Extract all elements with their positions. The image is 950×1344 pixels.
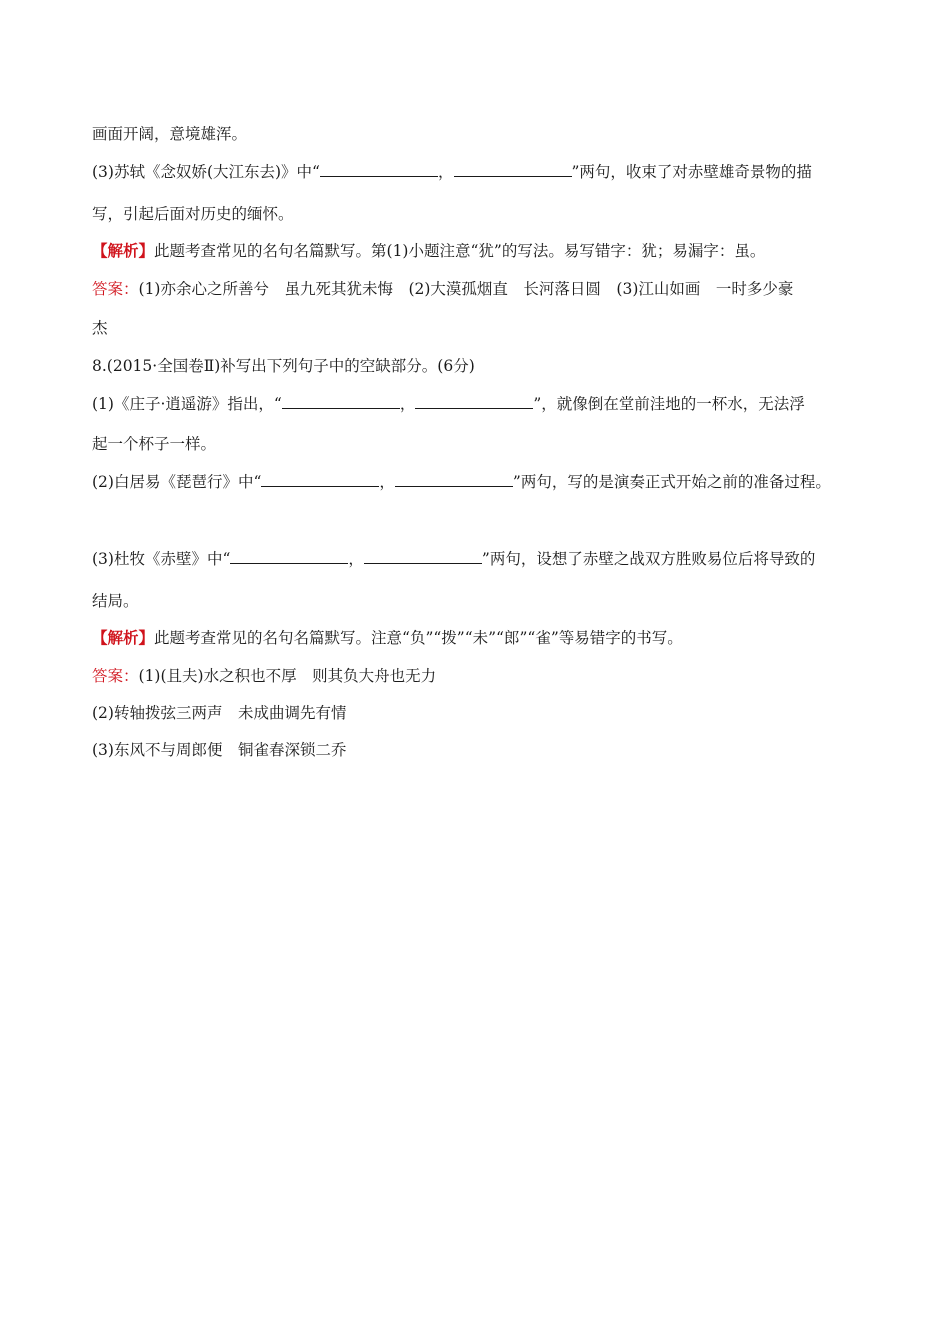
- answer-blank[interactable]: [454, 162, 572, 177]
- text-line: 杰: [92, 319, 108, 337]
- answer-blank[interactable]: [261, 472, 379, 487]
- question-text: ”两句，设想了赤壁之战双方胜败易位后将导致的: [481, 550, 816, 568]
- question-text: (3)苏轼《念奴娇(大江东去)》中“: [92, 163, 320, 181]
- question-text: ，: [399, 395, 416, 413]
- analysis-label: 【解析】: [92, 241, 155, 260]
- answer-text: (1)亦余心之所善兮 虽九死其犹未悔 (2)大漠孤烟直 长河落日圆 (3)江山如画 一时多少豪: [138, 280, 794, 298]
- analysis-text: 此题考查常见的名句名篇默写。第(1)小题注意“犹”的写法。易写错字：犹；易漏字：虽。: [154, 242, 766, 260]
- question-8-3: [92, 549, 815, 569]
- analysis-text: 此题考查常见的名句名篇默写。注意“负”“拨”“未”“郎”“雀”等易错字的书写。: [154, 629, 683, 647]
- text-line: 起一个杯子一样。: [92, 435, 217, 453]
- answer-label: 答案：: [92, 280, 139, 298]
- question-text: (1)《庄子·逍遥游》指出，“: [92, 395, 282, 413]
- answer-text: (1)(且夫)水之积也不厚 则其负大舟也无力: [138, 667, 437, 685]
- question-text: ，: [437, 163, 454, 181]
- analysis-label: 【解析】: [92, 628, 155, 647]
- analysis-7: [92, 241, 765, 261]
- text-line: 写，引起后面对历史的缅怀。: [92, 205, 294, 223]
- question-7-3: [92, 162, 812, 182]
- question-text: (3)杜牧《赤壁》中“: [92, 550, 231, 568]
- answer-blank[interactable]: [320, 162, 438, 177]
- answer-label: 答案：: [92, 667, 139, 685]
- text-line: 画面开阔，意境雄浑。: [92, 125, 248, 143]
- question-text: ”，就像倒在堂前洼地的一杯水，无法浮: [533, 395, 805, 413]
- question-text: (2)白居易《琵琶行》中“: [92, 473, 262, 491]
- question-text: ，: [379, 473, 395, 491]
- answer-8-2: (2)转轴拨弦三两声 未成曲调先有情: [92, 704, 347, 722]
- answer-blank[interactable]: [230, 549, 348, 564]
- question-text: ”两句，写的是演奏正式开始之前的准备过程。: [512, 473, 831, 491]
- answer-blank[interactable]: [415, 394, 533, 409]
- analysis-8: [92, 628, 683, 648]
- question-8-title: 8.(2015·全国卷Ⅱ)补写出下列句子中的空缺部分。(6分): [92, 357, 475, 375]
- answer-blank[interactable]: [364, 549, 482, 564]
- answer-8-1: [92, 666, 436, 686]
- question-8-2: [92, 472, 831, 492]
- question-text: ”两句，收束了对赤壁雄奇景物的描: [571, 163, 812, 181]
- answer-7: [92, 279, 793, 299]
- text-line: 结局。: [92, 592, 139, 610]
- answer-blank[interactable]: [282, 394, 400, 409]
- answer-8-3: (3)东风不与周郎便 铜雀春深锁二乔: [92, 741, 347, 759]
- question-text: ，: [348, 550, 364, 568]
- question-8-1: [92, 394, 805, 414]
- answer-blank[interactable]: [395, 472, 513, 487]
